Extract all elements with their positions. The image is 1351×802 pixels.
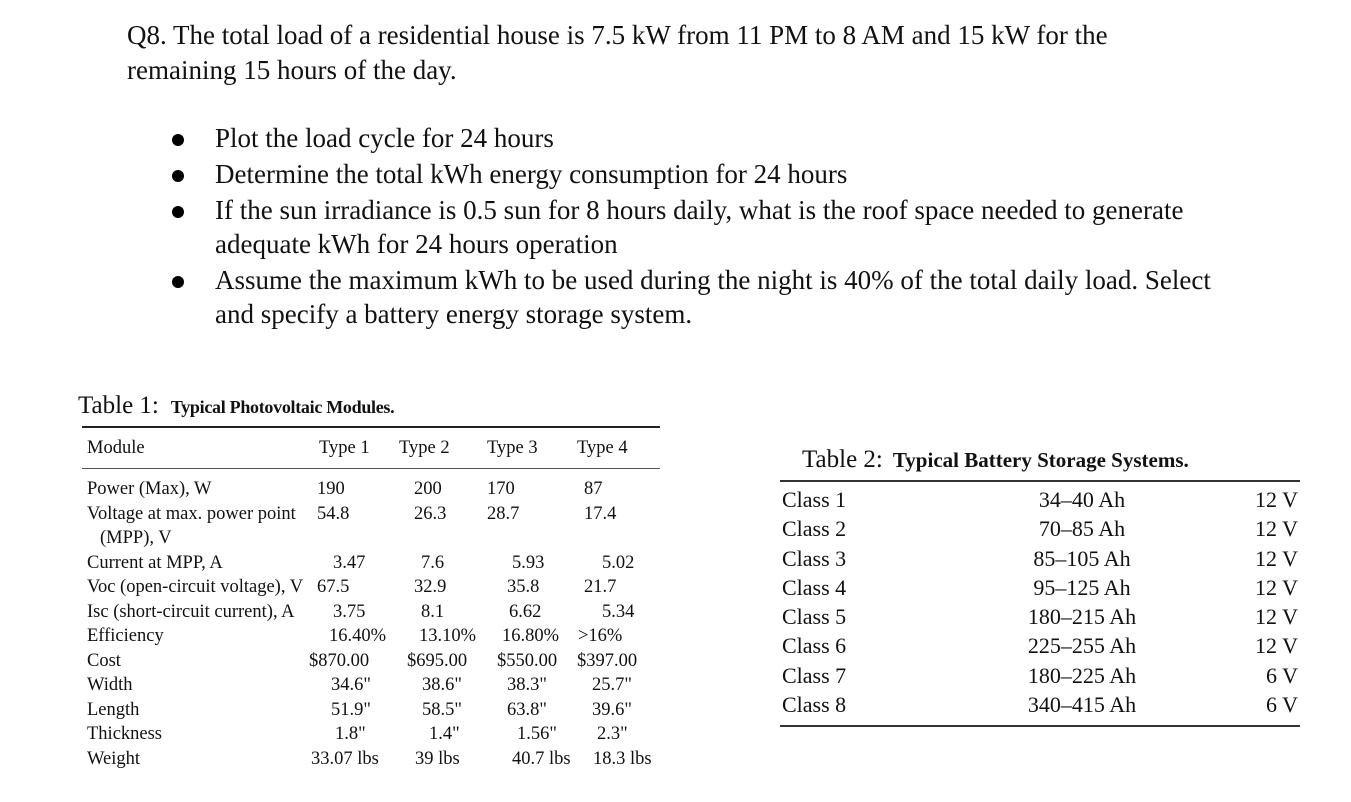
battery-voltage: 12 V [1255, 545, 1298, 571]
table-cell: 17.4 [584, 503, 617, 524]
battery-class: Class 6 [782, 633, 847, 659]
battery-capacity: 180–215 Ah [1027, 604, 1137, 630]
table-row [780, 544, 1300, 573]
table-row [780, 485, 1300, 514]
table-row [82, 600, 660, 625]
table-cell: $397.00 [577, 650, 638, 671]
question-text [127, 18, 1307, 88]
table-cell: 190 [317, 479, 345, 499]
table-body [82, 469, 660, 771]
battery-voltage: 12 V [1255, 633, 1298, 659]
table-row [82, 477, 660, 502]
header-cell: Type 2 [399, 437, 450, 458]
table-row [82, 722, 660, 747]
table-cell: 3.47 [333, 552, 366, 573]
table-cell: >16% [578, 626, 623, 646]
table-cell: 67.5 [317, 577, 350, 597]
battery-capacity: 70–85 Ah [1038, 516, 1126, 542]
table-cell: 87 [584, 479, 603, 499]
battery-class: Class 4 [782, 574, 847, 600]
row-label: Current at MPP, A [87, 552, 223, 573]
table-row [82, 526, 660, 551]
question-line: remaining 15 hours of the day. [127, 55, 457, 85]
table-cell: $870.00 [309, 650, 370, 671]
task-list [166, 121, 1316, 333]
header-cell: Type 3 [487, 437, 538, 458]
task-item: Plot the load cycle for 24 hours [166, 121, 1316, 155]
table-row [82, 747, 660, 772]
table-cell: 1.56" [517, 724, 557, 744]
table-cell: 38.3" [507, 675, 547, 695]
row-label: Power (Max), W [87, 479, 212, 499]
battery-capacity: 95–125 Ah [1033, 574, 1131, 600]
table-cell: 25.7" [592, 675, 632, 695]
table-row [82, 649, 660, 674]
table-cell: 3.75 [333, 601, 366, 622]
table-row [780, 573, 1300, 602]
header-cell: Type 4 [577, 437, 628, 458]
table-row [82, 624, 660, 649]
table-row [780, 690, 1300, 719]
bullet-icon [172, 134, 184, 146]
row-label: Width [87, 675, 133, 695]
table-cell: 170 [487, 479, 515, 499]
table-cell: 16.80% [502, 626, 560, 646]
table-cell: 7.6 [421, 552, 445, 573]
row-label: Weight [87, 748, 140, 769]
battery-voltage: 12 V [1255, 516, 1298, 542]
table-cell: 40.7 lbs [512, 748, 571, 769]
table-row [780, 661, 1300, 690]
table-cell: 51.9" [331, 699, 371, 720]
table-row [780, 631, 1300, 660]
bullet-icon [172, 276, 184, 288]
table-row [780, 514, 1300, 543]
table-cell: 2.3" [597, 724, 628, 744]
table-row [82, 698, 660, 723]
battery-class: Class 5 [782, 604, 847, 630]
row-label: (MPP), V [100, 528, 172, 548]
battery-voltage: 6 V [1266, 692, 1298, 718]
battery-class: Class 7 [782, 662, 847, 688]
table-row [82, 502, 660, 527]
table1-caption: Typical Photovoltaic Modules. [170, 397, 395, 417]
table-cell: 1.8" [335, 724, 366, 744]
row-label: Voc (open-circuit voltage), V [87, 577, 304, 597]
table-cell [491, 526, 579, 551]
table-cell: 38.6" [422, 675, 462, 695]
task-item: If the sun irradiance is 0.5 sun for 8 hours daily, what is the roof space needed to generate adequate kWh for 24 hours operation [166, 193, 1316, 261]
table-row [82, 575, 660, 600]
table-cell: 8.1 [421, 601, 445, 622]
bullet-icon [172, 206, 184, 218]
table-cell: 54.8 [317, 503, 350, 524]
table-cell: 1.4" [429, 724, 460, 744]
row-label: Efficiency [87, 626, 164, 646]
pv-modules-table [82, 426, 660, 771]
table-cell: 200 [414, 479, 442, 499]
table-cell: 35.8 [507, 577, 540, 597]
battery-voltage: 12 V [1255, 487, 1298, 512]
table-cell: 5.34 [602, 601, 635, 622]
table-cell: 33.07 lbs [311, 748, 379, 769]
header-cell: Module [87, 437, 145, 458]
table-header-row [82, 428, 660, 469]
battery-voltage: 6 V [1266, 662, 1298, 688]
question-line: Q8. The total load of a residential house is 7.5 kW from 11 PM to 8 AM and 15 kW for the [127, 20, 1108, 50]
table-cell: 63.8" [507, 699, 547, 720]
battery-capacity: 340–415 Ah [1027, 692, 1137, 718]
battery-capacity: 225–255 Ah [1027, 633, 1137, 659]
table-cell: 5.02 [602, 552, 635, 573]
table-cell: 34.6" [331, 675, 371, 695]
battery-table [780, 480, 1300, 727]
table-cell: 5.93 [512, 552, 545, 573]
battery-class: Class 8 [782, 692, 847, 718]
table-cell [405, 526, 491, 551]
row-label: Isc (short-circuit current), A [87, 601, 295, 622]
battery-capacity: 180–225 Ah [1027, 662, 1137, 688]
battery-voltage: 12 V [1255, 604, 1298, 630]
table-cell [317, 526, 405, 551]
row-label: Cost [87, 650, 121, 671]
table-cell: 28.7 [487, 503, 520, 524]
table-cell: 39.6" [592, 699, 632, 720]
row-label: Voltage at max. power point [87, 503, 296, 524]
table-cell: 58.5" [422, 699, 462, 720]
table-row [82, 551, 660, 576]
table-cell: 16.40% [329, 626, 387, 646]
header-cell: Type 1 [319, 437, 370, 458]
table-cell: $695.00 [407, 650, 468, 671]
table-cell: 13.10% [419, 626, 477, 646]
table-cell: 6.62 [509, 601, 542, 622]
table2-label: Table 2: [802, 446, 883, 473]
table-cell: 39 lbs [415, 748, 460, 769]
table1-title [78, 392, 394, 420]
table2-caption: Typical Battery Storage Systems. [892, 448, 1189, 472]
table-cell [579, 526, 660, 551]
bullet-icon [172, 170, 184, 182]
table-row [780, 602, 1300, 631]
row-label: Length [87, 699, 140, 720]
task-item: Determine the total kWh energy consumption for 24 hours [166, 157, 1316, 191]
table-cell: 18.3 lbs [593, 748, 652, 769]
table-cell: $550.00 [497, 650, 558, 671]
table-cell: 26.3 [414, 503, 447, 524]
battery-class: Class 3 [782, 545, 847, 571]
table-cell: 32.9 [414, 577, 447, 597]
table1-label: Table 1: [78, 392, 159, 419]
table-row [82, 673, 660, 698]
battery-capacity: 34–40 Ah [1038, 487, 1126, 512]
battery-class: Class 1 [782, 487, 847, 512]
battery-voltage: 12 V [1255, 574, 1298, 600]
battery-class: Class 2 [782, 516, 847, 542]
table-cell: 21.7 [584, 577, 617, 597]
task-item: Assume the maximum kWh to be used during the night is 40% of the total daily load. Select and specify a battery energy storage system. [166, 263, 1316, 331]
battery-capacity: 85–105 Ah [1033, 545, 1131, 571]
table2-title [802, 446, 1189, 474]
row-label: Thickness [87, 724, 163, 744]
